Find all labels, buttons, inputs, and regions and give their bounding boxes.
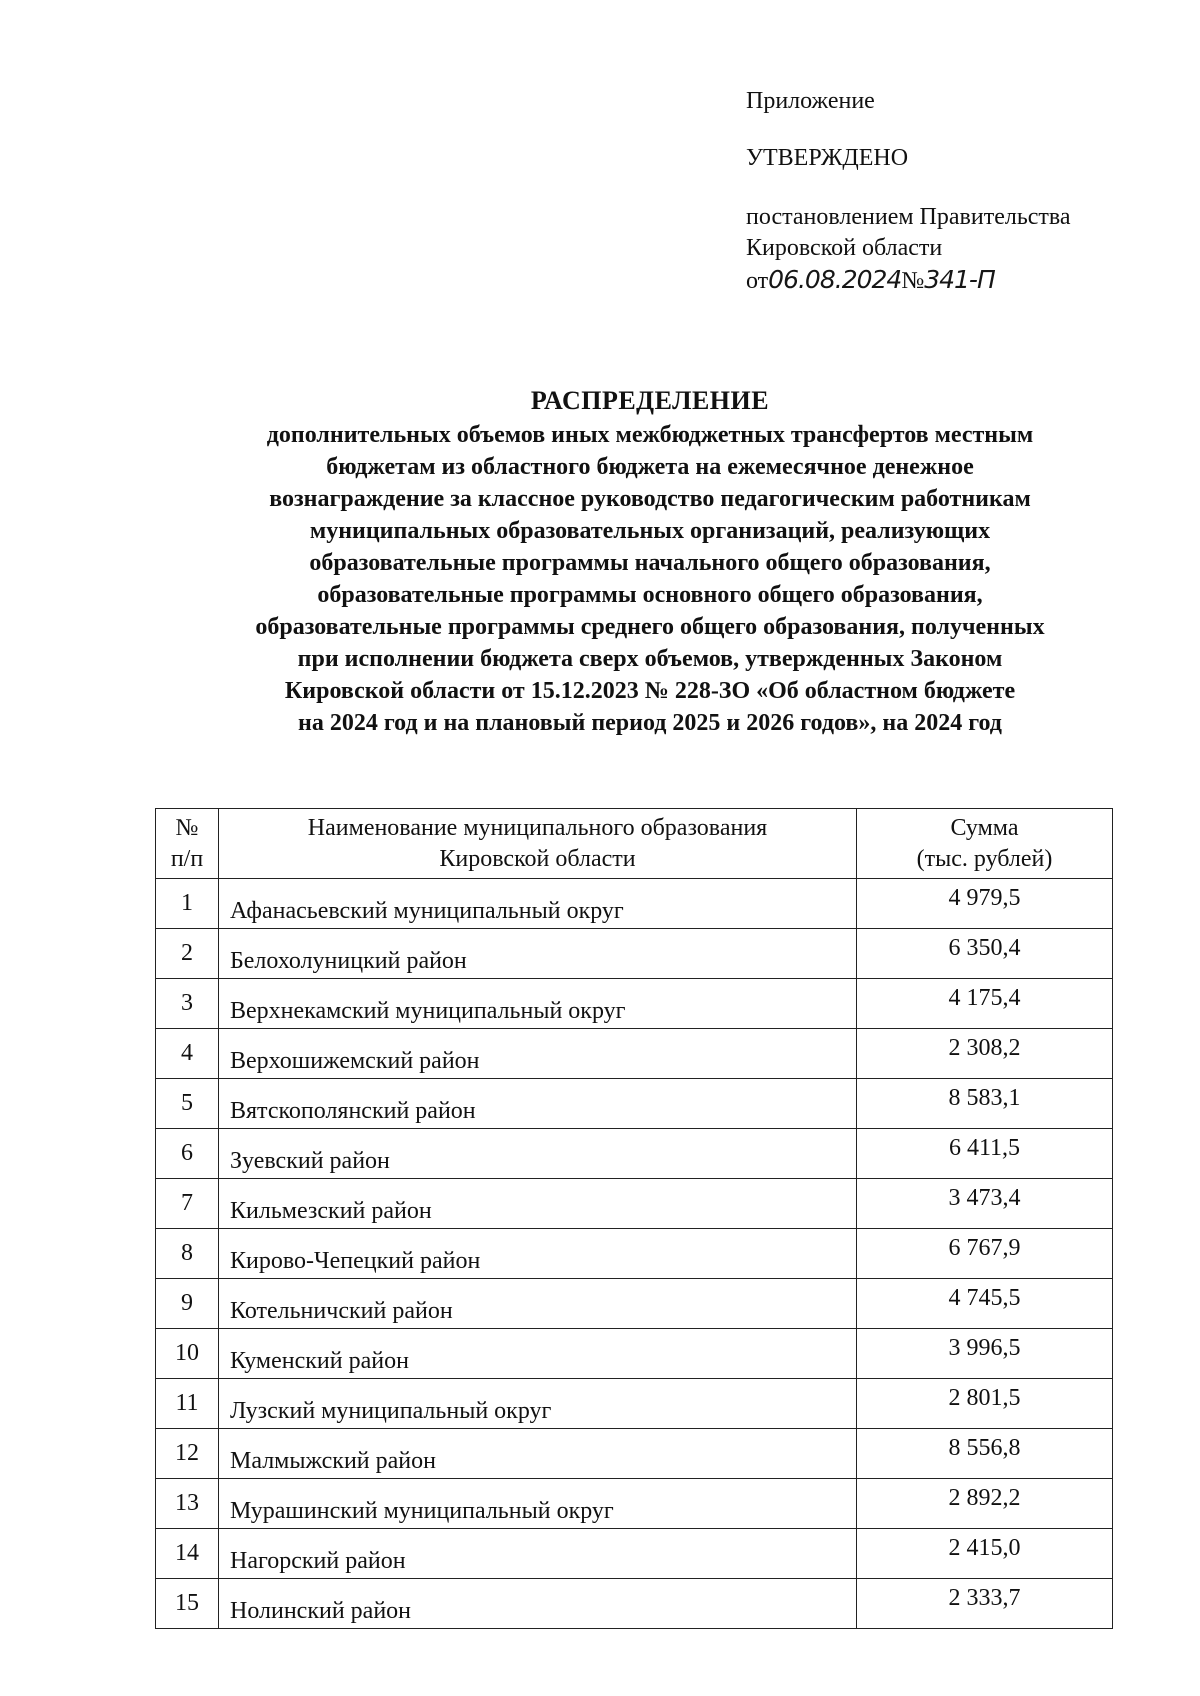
row-name: Афанасьевский муниципальный округ — [219, 879, 857, 929]
table-row — [156, 879, 1113, 929]
row-name: Белохолуницкий район — [219, 929, 857, 979]
row-num: 6 — [156, 1129, 219, 1179]
row-name: Вятскополянский район — [219, 1079, 857, 1129]
header-num: № п/п — [156, 809, 219, 879]
row-sum: 4 745,5 — [857, 1279, 1113, 1329]
table-row — [156, 1229, 1113, 1279]
row-sum: 4 979,5 — [857, 879, 1113, 929]
table-row — [156, 1579, 1113, 1629]
distribution-table — [155, 808, 1113, 1629]
title-line-9: Кировской области от 15.12.2023 № 228-ЗО «Об областном бюджете — [284, 678, 1016, 704]
table-header-row — [156, 809, 1113, 879]
table-row — [156, 1379, 1113, 1429]
resolution-line-2: Кировской области — [746, 235, 943, 261]
row-num: 14 — [156, 1529, 219, 1579]
row-name: Куменский район — [219, 1329, 857, 1379]
row-sum: 3 473,4 — [857, 1179, 1113, 1229]
row-num: 15 — [156, 1579, 219, 1629]
row-num: 7 — [156, 1179, 219, 1229]
row-sum: 3 996,5 — [857, 1329, 1113, 1379]
header-name: Наименование муниципального образования Кировской области — [219, 809, 857, 879]
row-num: 4 — [156, 1029, 219, 1079]
handwritten-number: 341-П — [924, 265, 995, 294]
table-row — [156, 929, 1113, 979]
row-num: 2 — [156, 929, 219, 979]
row-name: Мурашинский муниципальный округ — [219, 1479, 857, 1529]
approval-block — [746, 86, 1166, 297]
number-prefix: № — [901, 268, 925, 294]
row-sum: 8 583,1 — [857, 1079, 1113, 1129]
row-sum: 2 892,2 — [857, 1479, 1113, 1529]
row-name: Котельничский район — [219, 1279, 857, 1329]
approved-label: УТВЕРЖДЕНО — [746, 145, 909, 171]
row-num: 8 — [156, 1229, 219, 1279]
title-line-1: дополнительных объемов иных межбюджетных трансфертов местным — [266, 422, 1034, 448]
title-line-7: образовательные программы среднего общего образования, полученных — [255, 614, 1045, 640]
title-line-2: бюджетам из областного бюджета на ежемесячное денежное — [326, 454, 974, 480]
table-row — [156, 979, 1113, 1029]
row-name: Верхошижемский район — [219, 1029, 857, 1079]
row-name: Нолинский район — [219, 1579, 857, 1629]
resolution-line-1: постановлением Правительства — [746, 204, 1071, 230]
row-sum: 4 175,4 — [857, 979, 1113, 1029]
row-name: Малмыжский район — [219, 1429, 857, 1479]
row-num: 10 — [156, 1329, 219, 1379]
title-main: РАСПРЕДЕЛЕНИЕ — [530, 386, 770, 415]
title-line-5: образовательные программы начального общего образования, — [309, 550, 991, 576]
header-sum: Сумма (тыс. рублей) — [857, 809, 1113, 879]
row-sum: 2 308,2 — [857, 1029, 1113, 1079]
table-row — [156, 1029, 1113, 1079]
title-line-3: вознаграждение за классное руководство педагогическим работникам — [269, 486, 1031, 512]
table-row — [156, 1279, 1113, 1329]
row-name: Кильмезский район — [219, 1179, 857, 1229]
row-sum: 6 350,4 — [857, 929, 1113, 979]
table-row — [156, 1079, 1113, 1129]
appendix-label: Приложение — [746, 88, 875, 114]
row-num: 1 — [156, 879, 219, 929]
row-sum: 2 801,5 — [857, 1379, 1113, 1429]
row-num: 3 — [156, 979, 219, 1029]
table-row — [156, 1529, 1113, 1579]
title-line-8: при исполнении бюджета сверх объемов, утвержденных Законом — [297, 646, 1003, 672]
table-row — [156, 1329, 1113, 1379]
table-row — [156, 1479, 1113, 1529]
table-row — [156, 1179, 1113, 1229]
row-name: Нагорский район — [219, 1529, 857, 1579]
row-name: Лузский муниципальный округ — [219, 1379, 857, 1429]
table-row — [156, 1429, 1113, 1479]
row-name: Кирово-Чепецкий район — [219, 1229, 857, 1279]
row-num: 9 — [156, 1279, 219, 1329]
row-name: Верхнекамский муниципальный округ — [219, 979, 857, 1029]
handwritten-date: 06.08.2024 — [768, 265, 902, 294]
row-num: 5 — [156, 1079, 219, 1129]
table-row — [156, 1129, 1113, 1179]
resolution-date-line — [746, 264, 1166, 297]
date-prefix: от — [746, 268, 769, 294]
row-sum: 6 411,5 — [857, 1129, 1113, 1179]
row-name: Зуевский район — [219, 1129, 857, 1179]
row-sum: 6 767,9 — [857, 1229, 1113, 1279]
row-num: 11 — [156, 1379, 219, 1429]
title-line-4: муниципальных образовательных организаций, реализующих — [309, 518, 991, 544]
row-num: 12 — [156, 1429, 219, 1479]
row-sum: 2 333,7 — [857, 1579, 1113, 1629]
document-title — [130, 385, 1170, 739]
row-num: 13 — [156, 1479, 219, 1529]
title-line-10: на 2024 год и на плановый период 2025 и 2026 годов», на 2024 год — [298, 710, 1002, 736]
row-sum: 8 556,8 — [857, 1429, 1113, 1479]
row-sum: 2 415,0 — [857, 1529, 1113, 1579]
title-line-6: образовательные программы основного общего образования, — [317, 582, 983, 608]
